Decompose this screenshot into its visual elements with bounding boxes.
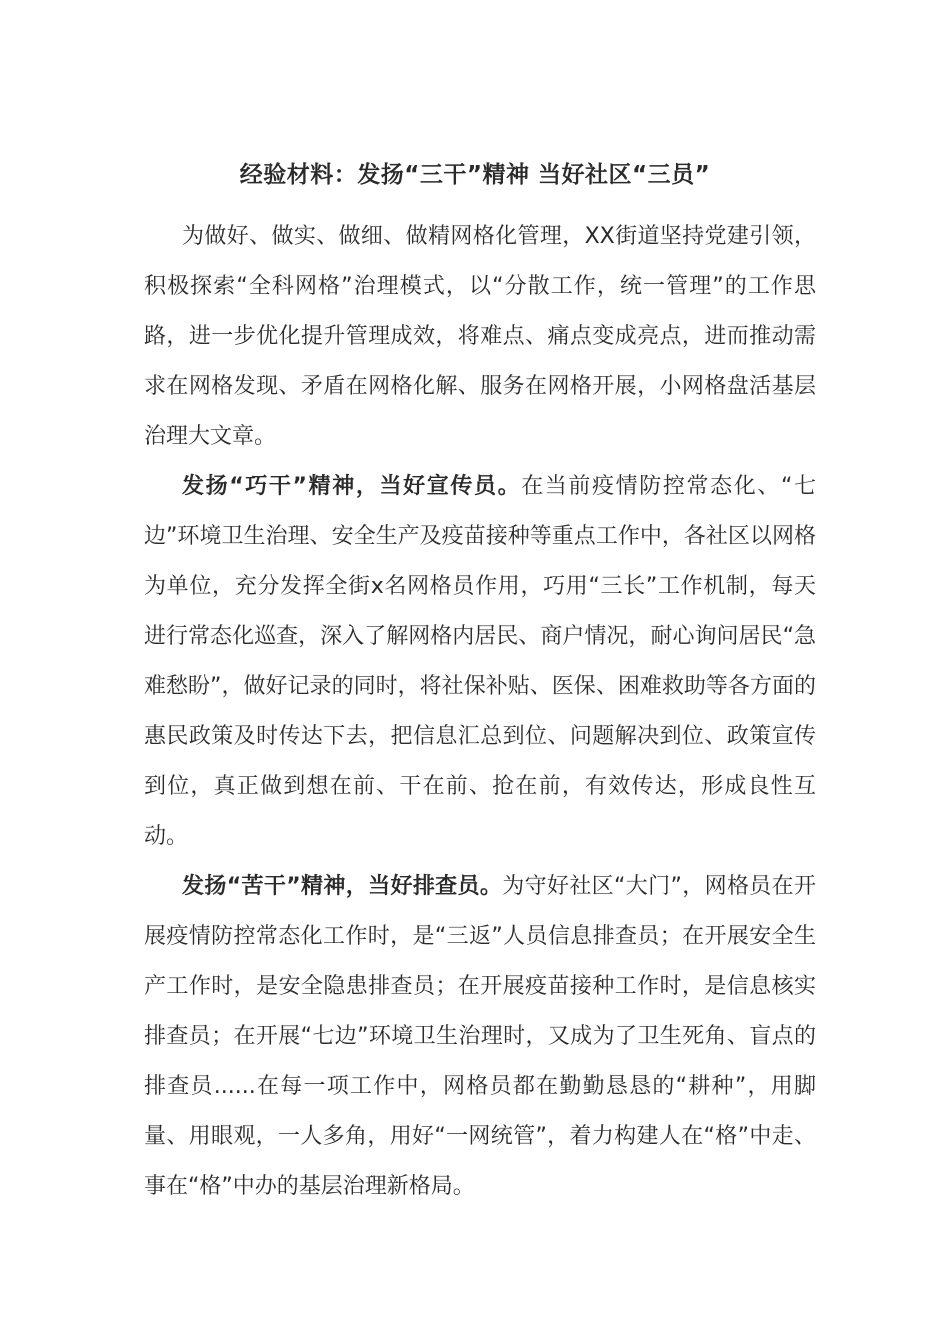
paragraph-publicist — [144, 462, 816, 862]
paragraph-lead: 发扬“苦干”精神，当好排查员。 — [182, 874, 503, 899]
paragraph-text: 为守好社区“大门”，网格员在开展疫情防控常态化工作时，是“三返”人员信息排查员；在开展安全生产工作时，是安全隐患排查员；在开展疫苗接种工作时，是信息核实排查员；在开展“七边”环境卫生治理时，又成为了卫生死角、盲点的排查员......在每一项工作中，网格员都在勤勤恳恳的“耕种”，用脚量、用眼观，一人多角，用好“一网统管”，着力构建人在“格”中走、事在“格”中办的基层治理新格局。 — [144, 874, 817, 1199]
paragraph-text: 在当前疫情防控常态化、“七边”环境卫生治理、安全生产及疫苗接种等重点工作中，各社区以网格为单位，充分发挥全街x名网格员作用，巧用“三长”工作机制，每天进行常态化巡查，深入了解网格内居民、商户情况，耐心询问居民“急难愁盼”，做好记录的同时，将社保补贴、医保、困难救助等各方面的惠民政策及时传达下去，把信息汇总到位、问题解决到位、政策宣传到位，真正做到想在前、干在前、抢在前，有效传达，形成良性互动。 — [144, 474, 816, 849]
paragraph-intro — [144, 212, 816, 462]
paragraph-text: 为做好、做实、做细、做精网格化管理，XX街道坚持党建引领，积极探索“全科网格”治理模式，以“分散工作，统一管理”的工作思路，进一步优化提升管理成效，将难点、痛点变成亮点，进而推动需求在网格发现、矛盾在网格化解、服务在网格开展，小网格盘活基层治理大文章。 — [144, 224, 816, 449]
document-title: 经验材料：发扬“三干”精神 当好社区“三员” — [239, 162, 711, 188]
paragraph-inspector — [144, 862, 816, 1212]
document-body — [144, 212, 816, 1212]
paragraph-lead: 发扬“巧干”精神，当好宣传员。 — [182, 474, 522, 499]
